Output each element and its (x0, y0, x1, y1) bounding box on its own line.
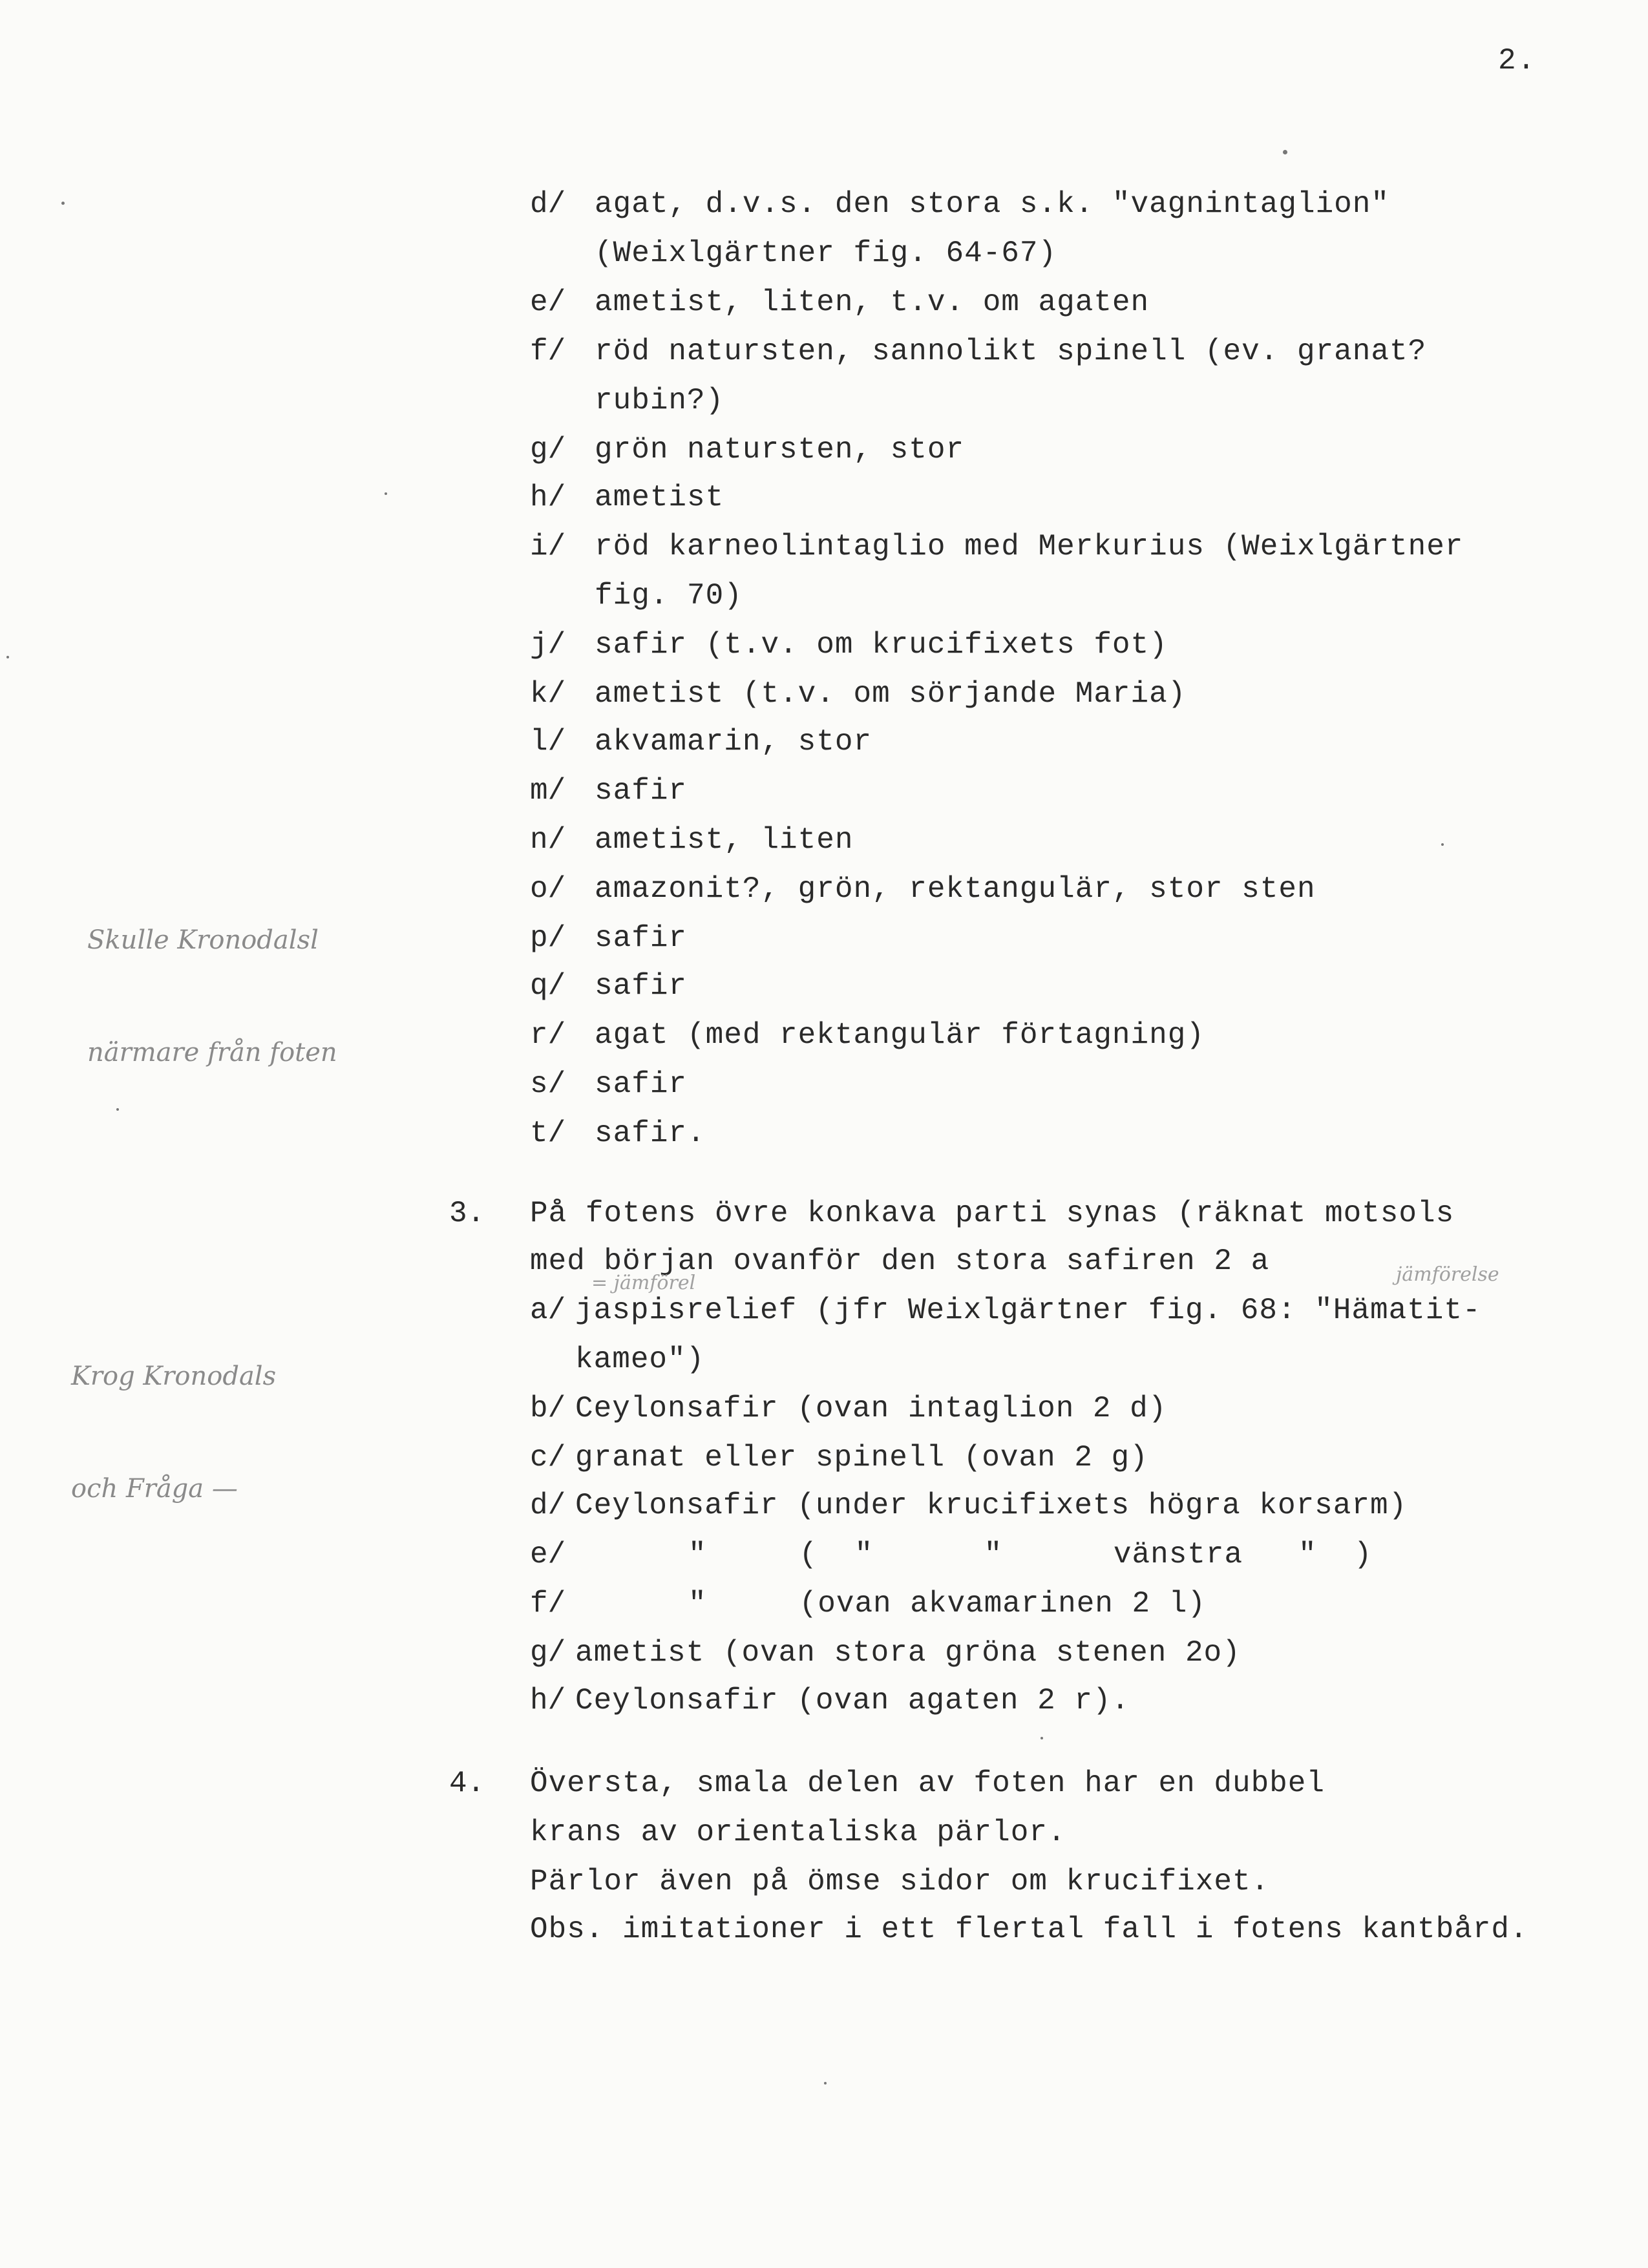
section-4-line: Översta, smala delen av foten har en dubbel (530, 1767, 1325, 1800)
scan-speck (6, 656, 9, 658)
section-4-line: Obs. imitationer i ett flertal fall i fotens kantbård. (530, 1913, 1528, 1946)
list-letter-b: b/ (530, 1392, 566, 1425)
list-letter: m/ (530, 774, 566, 808)
list-letter: t/ (530, 1117, 566, 1150)
scan-speck (116, 1108, 119, 1111)
list-letter-a: a/ (530, 1294, 566, 1327)
section-number: 4. (449, 1767, 485, 1800)
list-letter: j/ (530, 628, 566, 662)
list-item-f: röd natursten, sannolikt spinell (ev. granat? (595, 335, 1427, 368)
list-item-p: safir (595, 921, 688, 955)
handwritten-insertion: = jämförel (591, 1272, 696, 1294)
list-item-q: safir (595, 969, 688, 1003)
list-item-j: safir (t.v. om krucifixets fot) (595, 628, 1168, 662)
section-4-line: krans av orientaliska pärlor. (530, 1816, 1066, 1849)
list-letter: i/ (530, 530, 566, 563)
section-number: 3. (449, 1197, 485, 1230)
list-letter: h/ (530, 481, 566, 514)
list-item-e: " ( " " vänstra " ) (688, 1538, 1373, 1571)
list-item-c: granat eller spinell (ovan 2 g) (575, 1441, 1148, 1475)
scan-speck (1041, 1737, 1043, 1739)
list-item-k: ametist (t.v. om sörjande Maria) (595, 677, 1187, 711)
page-number: 2. (1498, 44, 1537, 78)
list-item-n: ametist, liten (595, 823, 854, 857)
list-item-m: safir (595, 774, 688, 808)
list-item-h: ametist (595, 481, 724, 514)
list-item-d: Ceylonsafir (under krucifixets högra korsarm) (575, 1489, 1408, 1522)
list-letter-c: c/ (530, 1441, 566, 1475)
list-letter: l/ (530, 725, 566, 759)
handwritten-margin-note: Krog Kronodals och Fråga — (71, 1361, 277, 1504)
list-item-e: ametist, liten, t.v. om agaten (595, 286, 1150, 319)
list-letter: p/ (530, 921, 566, 955)
scan-speck (824, 2082, 827, 2084)
list-letter: f/ (530, 1587, 566, 1621)
section-3-intro: På fotens övre konkava parti synas (räknat motsols (530, 1197, 1455, 1230)
list-item-a: jaspisrelief (jfr Weixlgärtner fig. 68: "Hämatit- (575, 1294, 1481, 1327)
list-letter: d/ (530, 187, 566, 221)
scan-speck (385, 492, 387, 495)
list-letter: e/ (530, 1538, 566, 1571)
list-item-l: akvamarin, stor (595, 725, 872, 759)
list-letter: g/ (530, 433, 566, 467)
list-letter: q/ (530, 969, 566, 1003)
handwritten-margin-note: Skulle Kronodalsl närmare från foten (87, 925, 337, 1067)
list-letter: h/ (530, 1684, 566, 1717)
scan-speck (1283, 150, 1287, 154)
list-letter: f/ (530, 335, 566, 368)
list-item-s: safir (595, 1067, 688, 1101)
list-item-g: ametist (ovan stora gröna stenen 2o) (575, 1636, 1241, 1670)
list-item-r: agat (med rektangulär förtagning) (595, 1018, 1205, 1052)
list-letter: o/ (530, 872, 566, 906)
list-letter: k/ (530, 677, 566, 711)
list-letter: r/ (530, 1018, 566, 1052)
scan-speck (61, 202, 65, 205)
list-letter: d/ (530, 1489, 566, 1522)
list-item-a-cont: kameo") (575, 1343, 705, 1376)
handwritten-insertion: jämförelse (1396, 1263, 1499, 1286)
scan-speck (1441, 843, 1444, 846)
list-item-g: grön natursten, stor (595, 433, 965, 467)
section-4-line: Pärlor även på ömse sidor om krucifixet. (530, 1865, 1270, 1898)
list-letter: s/ (530, 1067, 566, 1101)
list-item-f: " (ovan akvamarinen 2 l) (688, 1587, 1206, 1621)
list-item-h: Ceylonsafir (ovan agaten 2 r). (575, 1684, 1130, 1717)
list-item-i: röd karneolintaglio med Merkurius (Weixlgärtner (595, 530, 1464, 563)
list-item-d: agat, d.v.s. den stora s.k. "vagnintaglion" (595, 187, 1389, 221)
list-letter: n/ (530, 823, 566, 857)
list-item-f-cont: rubin?) (595, 384, 724, 417)
list-item-t: safir. (595, 1117, 706, 1150)
list-item-b: Ceylonsafir (ovan intaglion 2 d) (575, 1392, 1167, 1425)
list-item-d-cont: (Weixlgärtner fig. 64-67) (595, 236, 1057, 270)
list-letter: e/ (530, 286, 566, 319)
list-letter: g/ (530, 1636, 566, 1670)
section-3-intro-cont: med början ovanför den stora safiren 2 a (530, 1244, 1270, 1278)
list-item-o: amazonit?, grön, rektangulär, stor sten (595, 872, 1316, 906)
list-item-i-cont: fig. 70) (595, 579, 743, 613)
